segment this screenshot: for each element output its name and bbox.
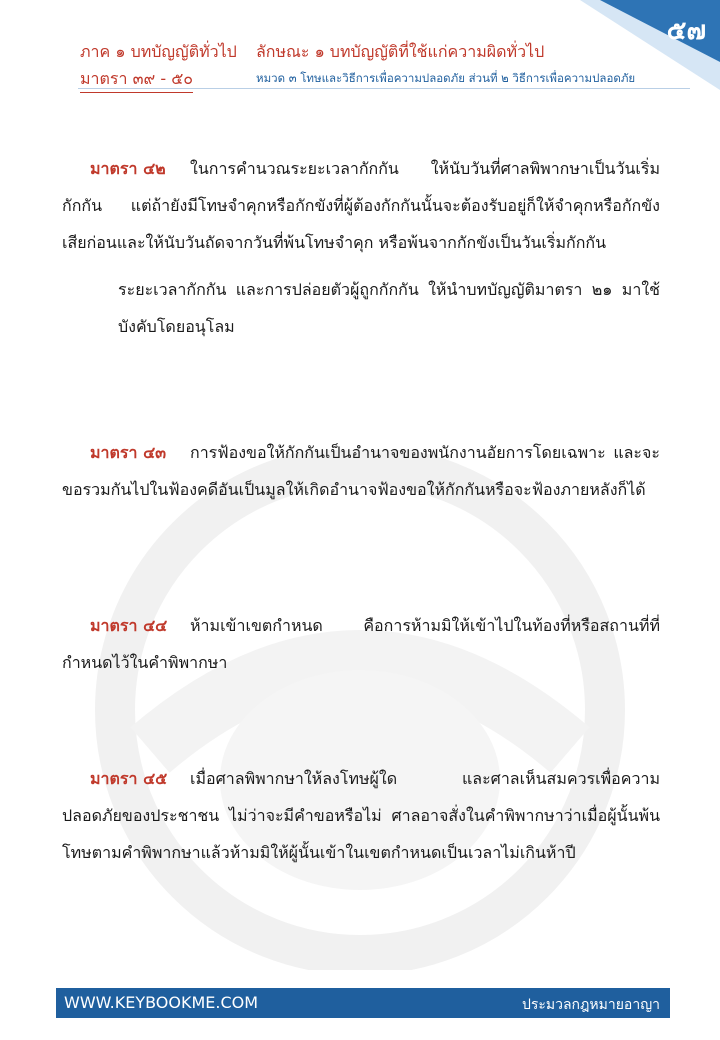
article-number: มาตรา ๔๕	[90, 769, 168, 788]
section-42	[62, 150, 660, 345]
section-range: มาตรา ๓๙ - ๕๐	[80, 67, 193, 93]
section-43	[62, 434, 660, 508]
section-paragraph	[62, 434, 660, 508]
page-number: ๕๗	[666, 16, 706, 46]
watermark-seal	[30, 450, 690, 970]
article-number: มาตรา ๔๔	[90, 616, 168, 635]
section-45	[62, 760, 660, 871]
article-number: มาตรา ๔๓	[90, 443, 167, 462]
section-paragraph	[62, 760, 660, 871]
section-paragraph	[62, 150, 660, 261]
website-link[interactable]: WWW.KEYBOOKME.COM	[64, 993, 259, 1012]
paragraph-text: การฟ้องขอให้กักกันเป็นอำนาจของพนักงานอัยการโดยเฉพาะ และจะขอรวมกันไปในฟ้องคดีอันเป็นมูลให้เกิดอำนาจฟ้องขอให้กักกันหรือจะฟ้องภายหลังก็ได้	[62, 443, 660, 499]
chapter-label: หมวด ๓ โทษและวิธีการเพื่อความปลอดภัย ส่วนที่ ๒ วิธีการเพื่อความปลอดภัย	[256, 71, 636, 85]
book-title: ประมวลกฎหมายอาญา	[521, 997, 660, 1013]
article-number: มาตรา ๔๒	[90, 159, 166, 178]
section-44	[62, 607, 660, 681]
section-paragraph	[62, 607, 660, 681]
paragraph-text: เมื่อศาลพิพากษาให้ลงโทษผู้ใด และศาลเห็นสมควรเพื่อความปลอดภัยของประชาชน ไม่ว่าจะมีคำขอหรือไม่ ศาลอาจสั่งในคำพิพากษาว่าเมื่อผู้นั้นพ้นโทษตามคำพิพากษาแล้วห้ามมิให้ผู้นั้นเข้าในเขตกำหนดเป็นเวลาไม่เกินห้าปี	[62, 769, 660, 862]
paragraph-text: ในการคำนวณระยะเวลากักกัน ให้นับวันที่ศาลพิพากษาเป็นวันเริ่มกักกัน แต่ถ้ายังมีโทษจำคุกหรือกักขังที่ผู้ต้องกักกันนั้นจะต้องรับอยู่ก็ให้จำคุกหรือกักขังเสียก่อนและให้นับวันถัดจากวันที่พ้นโทษจำคุก หรือพ้นจากกักขังเป็นวันเริ่มกักกัน	[62, 159, 660, 252]
part-label: ภาค ๑ บทบัญญัติทั่วไป	[80, 42, 237, 61]
paragraph-text: ห้ามเข้าเขตกำหนด คือการห้ามมิให้เข้าไปในท้องที่หรือสถานที่ที่กำหนดไว้ในคำพิพากษา	[62, 616, 660, 672]
footer-bar	[56, 988, 670, 1018]
title-label: ลักษณะ ๑ บทบัญญัติที่ใช้แก่ความผิดทั่วไป	[256, 42, 545, 61]
paragraph-text: ระยะเวลากักกัน และการปล่อยตัวผู้ถูกกักกัน ให้นำบทบัญญัติมาตรา ๒๑ มาใช้บังคับโดยอนุโลม	[118, 280, 660, 336]
section-paragraph	[62, 271, 660, 345]
header-divider	[78, 88, 690, 89]
